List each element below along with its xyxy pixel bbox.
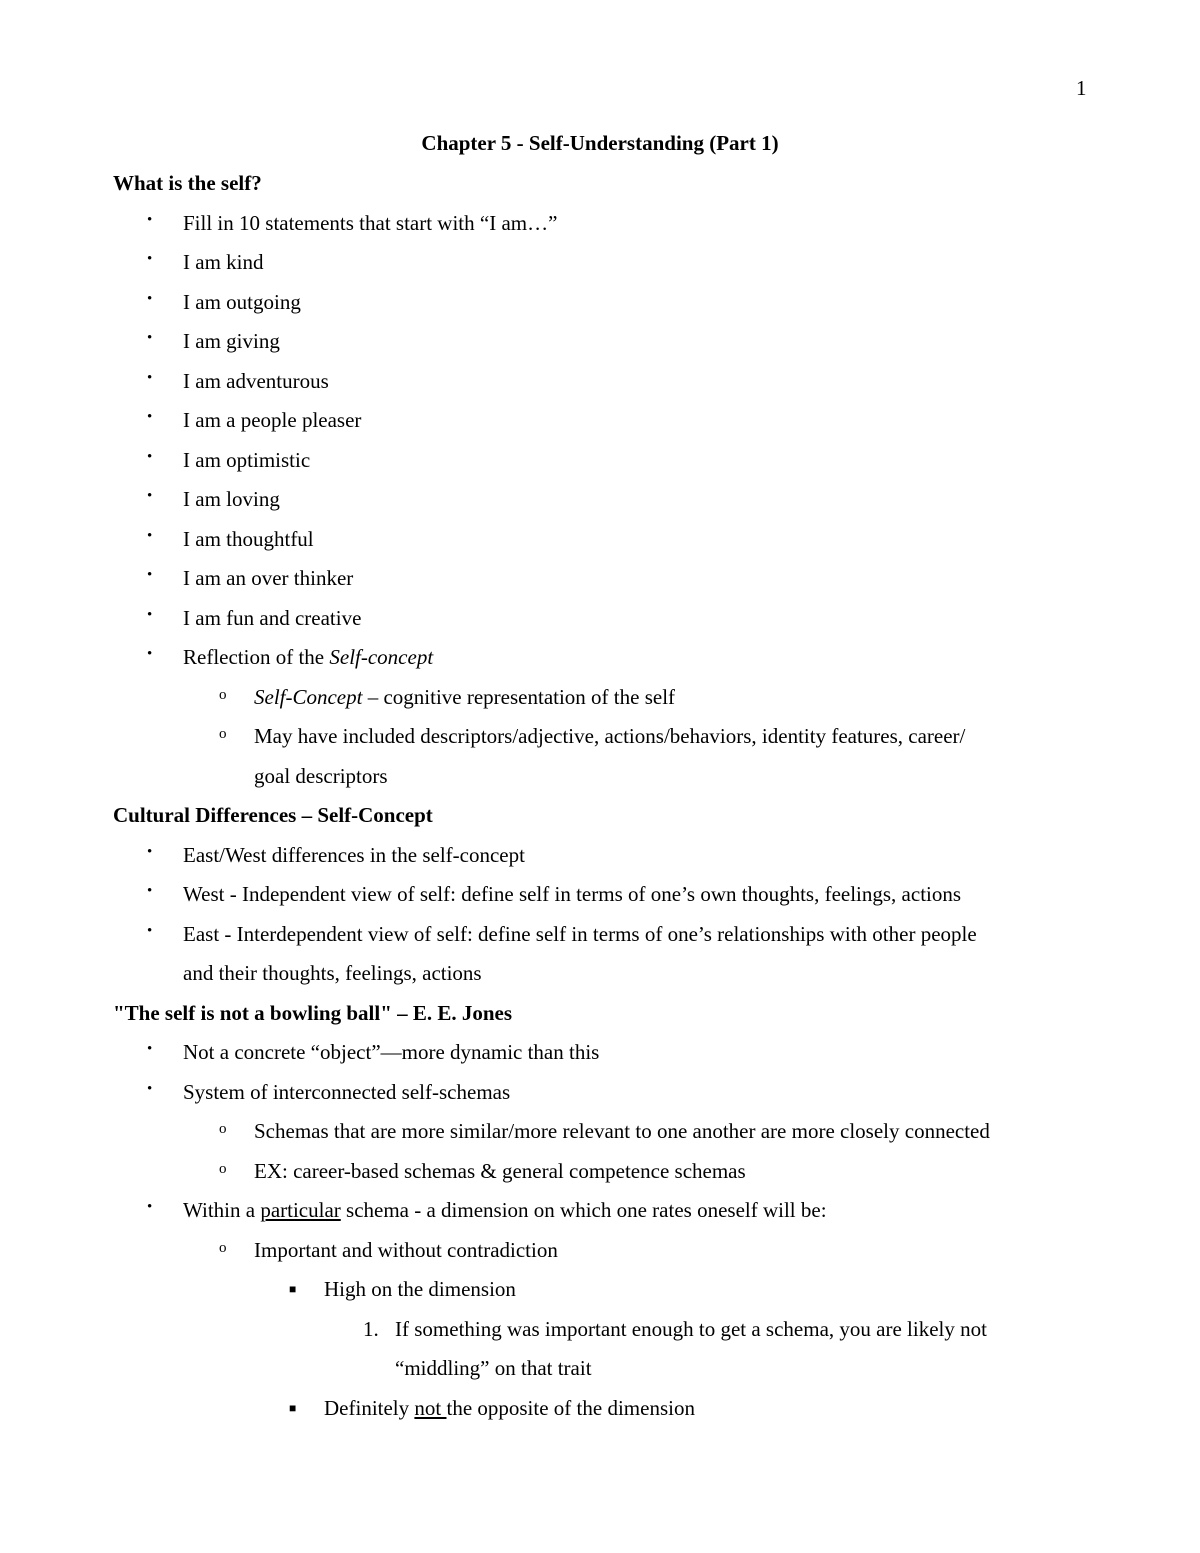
bullet-marker: • <box>147 488 153 504</box>
circle-marker: o <box>219 726 227 742</box>
bullet-marker: • <box>147 1041 153 1057</box>
section-heading-what-is-self: What is the self? <box>113 171 262 195</box>
bullet-marker: • <box>147 330 153 346</box>
bullet-marker: • <box>147 290 153 307</box>
document-body <box>113 164 1093 1428</box>
bullet-marker: • <box>147 843 153 860</box>
bullet-marker: • <box>147 567 153 583</box>
circle-marker: o <box>219 1121 227 1137</box>
sub-list-item: o Schemas that are more similar/more relevant to one another are more closely connected <box>113 1112 1093 1152</box>
list-item-reflection: • Reflection of the Self-concept <box>113 638 1093 678</box>
sub-sub-list-item: ■ Definitely not the opposite of the dimension <box>113 1389 1093 1429</box>
circle-marker: o <box>219 686 227 703</box>
bullet-list-i-am <box>113 204 1093 797</box>
list-item: • I am optimistic <box>113 441 1093 481</box>
underlined-word: particular <box>260 1198 341 1222</box>
list-item: • Not a concrete “object”—more dynamic than this <box>113 1033 1093 1073</box>
square-marker: ■ <box>289 1400 297 1415</box>
sub-list-item: o Important and without contradiction <box>113 1231 1093 1271</box>
square-marker: ■ <box>289 1282 297 1296</box>
list-item: • I am outgoing <box>113 283 1093 323</box>
list-item: • I am kind <box>113 243 1093 283</box>
list-item: • East/West differences in the self-concept <box>113 836 1093 876</box>
page-number: 1 <box>1076 76 1087 100</box>
bullet-marker: • <box>147 527 153 544</box>
sub-list-item-descriptors: o May have included descriptors/adjective, actions/behaviors, identity features, career/ goal descriptors <box>113 717 1093 796</box>
list-item: • System of interconnected self-schemas <box>113 1073 1093 1113</box>
list-item: • I am an over thinker <box>113 559 1093 599</box>
bullet-list-bowling <box>113 1033 1093 1428</box>
list-item: • I am adventurous <box>113 362 1093 402</box>
page-title: Chapter 5 - Self-Understanding (Part 1) <box>421 131 779 155</box>
sub-list-item-definition: o Self-Concept – cognitive representation of the self <box>113 678 1093 718</box>
italic-term: Self-Concept <box>254 684 363 709</box>
bullet-marker: • <box>147 251 153 267</box>
circle-marker: o <box>219 1239 227 1256</box>
sub-sub-list-item: ■ High on the dimension <box>113 1270 1093 1310</box>
list-item: • I am a people pleaser <box>113 401 1093 441</box>
bullet-marker: • <box>147 211 153 228</box>
list-item-east: • East - Interdependent view of self: define self in terms of one’s relationships with other people and their thoughts, feelings, actions <box>113 915 1093 994</box>
list-item: • I am loving <box>113 480 1093 520</box>
numbered-list-item: 1. If something was important enough to get a schema, you are likely not “middling” on that trait <box>113 1310 1093 1389</box>
list-item: • I am fun and creative <box>113 599 1093 639</box>
bullet-marker: • <box>147 922 153 939</box>
bullet-marker: • <box>147 369 153 386</box>
bullet-marker: • <box>147 1080 153 1097</box>
circle-marker: o <box>219 1160 227 1177</box>
bullet-marker: • <box>147 448 153 465</box>
list-item: • I am thoughtful <box>113 520 1093 560</box>
section-heading-bowling-ball: "The self is not a bowling ball" – E. E. Jones <box>113 1000 513 1025</box>
list-item: • West - Independent view of self: define self in terms of one’s own thoughts, feelings, actions <box>113 875 1093 915</box>
bullet-marker: • <box>147 646 153 662</box>
section-heading-cultural: Cultural Differences – Self-Concept <box>113 803 433 827</box>
bullet-marker: • <box>147 1199 153 1215</box>
number-marker: 1. <box>363 1316 379 1341</box>
list-item: • Fill in 10 statements that start with “I am…” <box>113 204 1093 244</box>
list-item-within: • Within a particular schema - a dimension on which one rates oneself will be: <box>113 1191 1093 1231</box>
list-item: • I am giving <box>113 322 1093 362</box>
italic-term: Self-concept <box>329 645 434 669</box>
bullet-list-cultural <box>113 836 1093 994</box>
bullet-marker: • <box>147 883 153 899</box>
sub-list-item: o EX: career-based schemas & general competence schemas <box>113 1152 1093 1192</box>
bullet-marker: • <box>147 606 153 623</box>
underlined-word: not <box>414 1395 447 1420</box>
bullet-marker: • <box>147 409 153 425</box>
